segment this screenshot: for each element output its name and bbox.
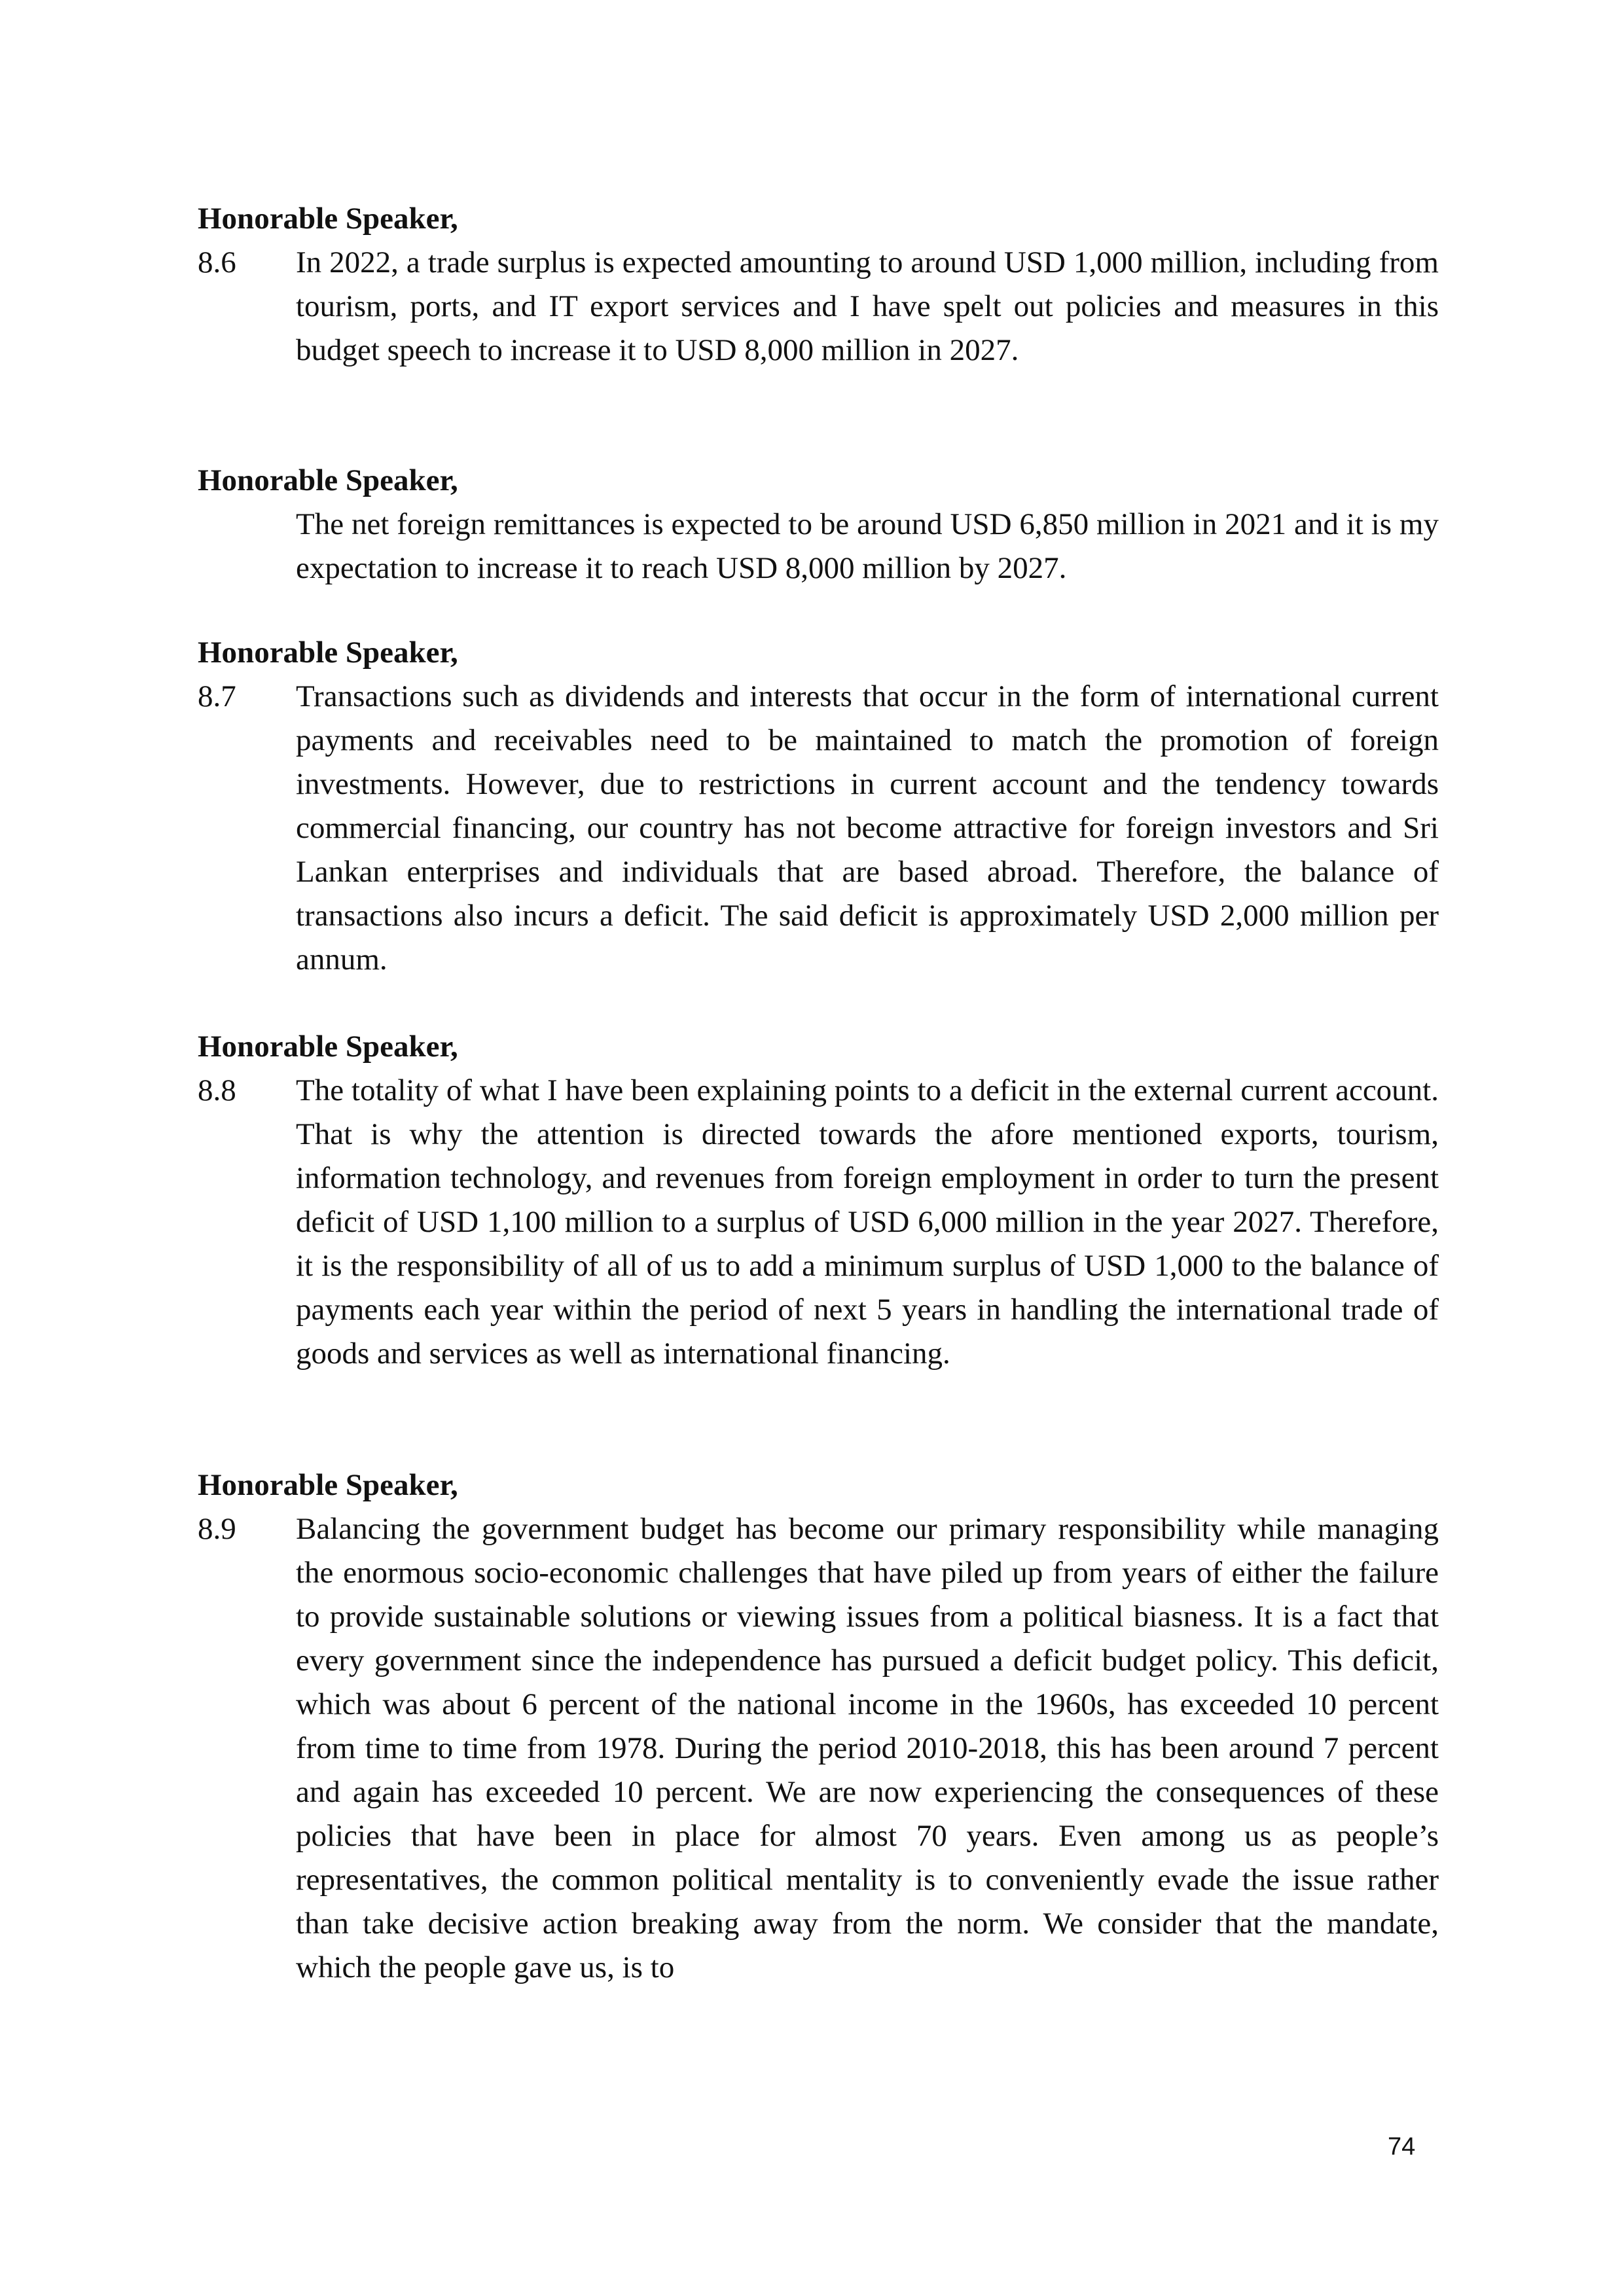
paragraph-number: 8.8: [198, 1073, 236, 1107]
page-number: 74: [1388, 2133, 1416, 2161]
section-remittances: [198, 458, 1439, 590]
section-heading: Honorable Speaker,: [198, 636, 458, 670]
paragraph: [198, 1507, 1439, 1990]
section-heading: Honorable Speaker,: [198, 1030, 458, 1064]
section-heading: Honorable Speaker,: [198, 202, 458, 236]
paragraph-number: 8.7: [198, 679, 236, 713]
section-heading: Honorable Speaker,: [198, 463, 458, 497]
paragraph: [198, 241, 1439, 372]
paragraph: [198, 1069, 1439, 1376]
paragraph-text: The net foreign remittances is expected to be around USD 6,850 million in 2021 and it is my expectation to increase it to reach USD 8,000 million by 2027.: [296, 507, 1439, 585]
paragraph: [198, 675, 1439, 982]
section-8-9: [198, 1463, 1439, 1990]
section-8-6: [198, 196, 1439, 372]
paragraph: [198, 503, 1439, 590]
paragraph-number: 8.9: [198, 1512, 236, 1546]
section-8-7: [198, 630, 1439, 982]
paragraph-text: Transactions such as dividends and interests that occur in the form of international current payments and receivables need to be maintained to match the promotion of foreign investments. However, due to restrictions in current account and the tendency towards commercial financing, our country has not become attractive for foreign investors and Sri Lankan enterprises and individuals that are based abroad. Therefore, the balance of transactions also incurs a deficit. The said deficit is approximately USD 2,000 million per annum.: [296, 679, 1439, 977]
paragraph-text: In 2022, a trade surplus is expected amounting to around USD 1,000 million, including from tourism, ports, and IT export services and I have spelt out policies and measures in this budget speech to increase it to USD 8,000 million in 2027.: [296, 245, 1439, 367]
section-heading: Honorable Speaker,: [198, 1468, 458, 1502]
paragraph-text: The totality of what I have been explaining points to a deficit in the external current account. That is why the attention is directed towards the afore mentioned exports, tourism, information technology, and revenues from foreign employment in order to turn the present deficit of USD 1,100 million to a surplus of USD 6,000 million in the year 2027. Therefore, it is the responsibility of all of us to add a minimum surplus of USD 1,000 to the balance of payments each year within the period of next 5 years in handling the international trade of goods and services as well as international financing.: [296, 1073, 1439, 1371]
section-8-8: [198, 1024, 1439, 1376]
paragraph-text: Balancing the government budget has become our primary responsibility while managing the enormous socio-economic challenges that have piled up from years of either the failure to provide sustainable solutions or viewing issues from a political biasness. It is a fact that every government since the independence has pursued a deficit budget policy. This deficit, which was about 6 percent of the national income in the 1960s, has exceeded 10 percent from time to time from 1978. During the period 2010-2018, this has been around 7 percent and again has exceeded 10 percent. We are now experiencing the consequences of these policies that have been in place for almost 70 years. Even among us as people’s representatives, the common political mentality is to conveniently evade the issue rather than take decisive action breaking away from the norm. We consider that the mandate, which the people gave us, is to: [296, 1512, 1439, 1984]
paragraph-number: [198, 503, 296, 590]
paragraph-number: 8.6: [198, 245, 236, 279]
